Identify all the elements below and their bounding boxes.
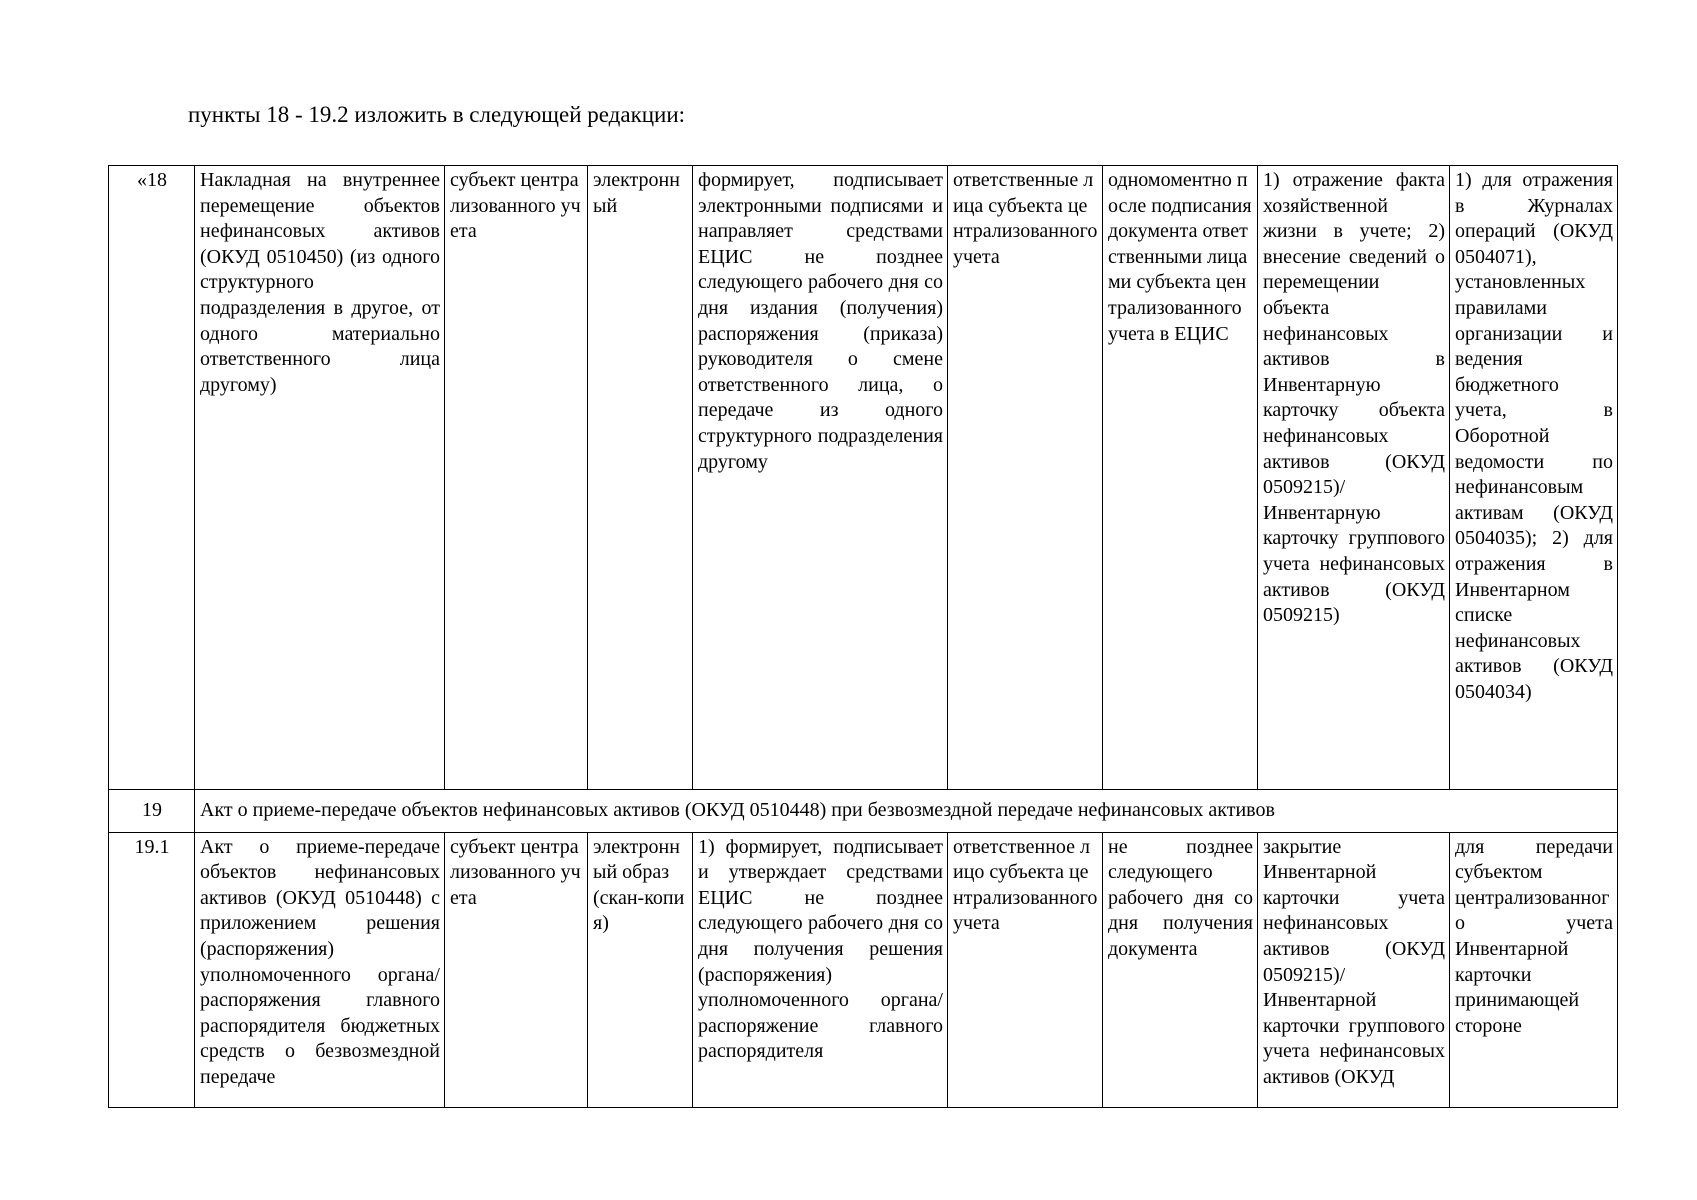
document-name-cell: Накладная на внутреннее перемещение объектов нефинансовых активов (ОКУД 0510450) (из одного структурного подразделения в другое, от одного материально ответственного лица другому) (195, 166, 445, 790)
action-cell: 1) отражение факта хозяйственной жизни в учете; 2) внесение сведений о перемещении объекта нефинансовых активов в Инвентарную карточку объекта нефинансовых активов (ОКУД 0509215)/Инвентарную карточку группового учета нефинансовых активов (ОКУД 0509215) (1258, 166, 1450, 790)
deadline-cell: одномоментно после подписания документа ответственными лицами субъекта централизованного учета в ЕЦИС (1103, 166, 1258, 790)
procedure-cell: 1) формирует, подписывает и утверждает средствами ЕЦИС не позднее следующего рабочего дня со дня получения решения (распоряжения) уполномоченного органа/распоряжение главного распорядителя (693, 832, 948, 1107)
format-cell: электронный (588, 166, 693, 790)
responsible-cell: ответственное лицо субъекта централизованного учета (948, 832, 1103, 1107)
format-cell: электронный образ (скан-копия) (588, 832, 693, 1107)
table-row-18 (109, 166, 1618, 790)
purpose-cell: для передачи субъектом централизованного учета Инвентарной карточки принимающей стороне (1450, 832, 1618, 1107)
purpose-cell: 1) для отражения в Журналах операций (ОКУД 0504071), установленных правилами организации и ведения бюджетного учета, в Оборотной ведомости по нефинансовым активам (ОКУД 0504035); 2) для отражения в Инвентарном списке нефинансовых активов (ОКУД 0504034) (1450, 166, 1618, 790)
table-row-19-1 (109, 832, 1618, 1107)
row-number-cell: 19.1 (109, 832, 195, 1107)
deadline-cell: не позднее следующего рабочего дня со дня получения документа (1103, 832, 1258, 1107)
responsible-cell: ответственные лица субъекта централизованного учета (948, 166, 1103, 790)
page-heading: пункты 18 - 19.2 изложить в следующей редакции: (188, 102, 686, 127)
row-number-cell: 19 (109, 790, 195, 833)
creator-cell: субъект централизованного учета (445, 832, 588, 1107)
procedure-cell: формирует, подписывает электронными подписями и направляет средствами ЕЦИС не позднее следующего рабочего дня со дня издания (получения) распоряжения (приказа) руководителя о смене ответственного лица, о передаче из одного структурного подразделения другому (693, 166, 948, 790)
action-cell: закрытие Инвентарной карточки учета нефинансовых активов (ОКУД 0509215)/Инвентарной карточки группового учета нефинансовых активов (ОКУД (1258, 832, 1450, 1107)
documents-table (108, 165, 1618, 1108)
document-name-cell: Акт о приеме-передаче объектов нефинансовых активов (ОКУД 0510448) с приложением решения (распоряжения) уполномоченного органа/распоряжения главного распорядителя бюджетных средств о безвозмездной передаче (195, 832, 445, 1107)
table-row-19 (109, 790, 1618, 833)
creator-cell: субъект централизованного учета (445, 166, 588, 790)
section-heading-cell: Акт о приеме-передаче объектов нефинансовых активов (ОКУД 0510448) при безвозмездной передаче нефинансовых активов (195, 790, 1618, 833)
row-number-cell: «18 (109, 166, 195, 790)
